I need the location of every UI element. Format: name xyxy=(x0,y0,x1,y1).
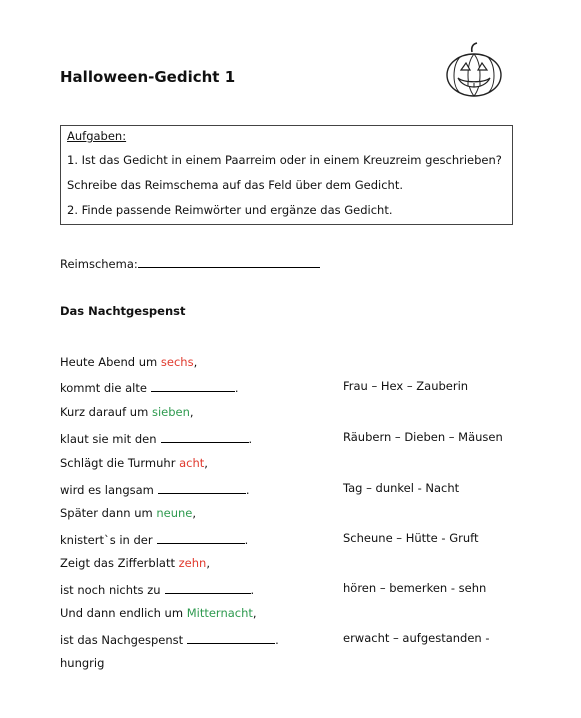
poem-line-12 xyxy=(60,631,279,647)
reimschema-label: Reimschema: xyxy=(60,257,138,271)
punctuation: , xyxy=(252,606,257,620)
poem-text: Heute Abend um xyxy=(60,355,161,369)
answer-blank[interactable] xyxy=(161,430,249,443)
poem-text: klaut sie mit den xyxy=(60,432,157,446)
poem-text: Schlägt die Turmuhr xyxy=(60,456,180,470)
jack-o-lantern-icon xyxy=(444,42,504,98)
punctuation: , xyxy=(204,456,208,470)
task-box xyxy=(60,125,513,225)
rhyme-word-red: acht xyxy=(179,456,205,470)
hint-words-3: Tag – dunkel - Nacht xyxy=(343,481,460,495)
hint-words-5: hören – bemerken - sehn xyxy=(343,581,487,595)
poem-text: Kurz darauf um xyxy=(60,405,152,419)
poem-line-1 xyxy=(60,355,197,369)
punctuation: , xyxy=(193,355,198,369)
punctuation: . xyxy=(248,432,253,446)
poem-line-5 xyxy=(60,456,208,470)
task-line-3: 2. Finde passende Reimwörter und ergänze das Gedicht. xyxy=(67,203,393,217)
poem-line-2 xyxy=(60,379,239,395)
punctuation: . xyxy=(250,583,255,597)
poem-line-4 xyxy=(60,430,252,446)
answer-blank[interactable] xyxy=(157,531,245,544)
poem-text: ist das Nachgespenst xyxy=(60,633,184,647)
hint-words-1: Frau – Hex – Zauberin xyxy=(343,379,469,393)
rhyme-word-red: zehn xyxy=(178,556,207,570)
poem-line-11 xyxy=(60,606,257,620)
poem-text: Und dann endlich um xyxy=(60,606,187,620)
poem-text: knistert`s in der xyxy=(60,533,153,547)
rhyme-word-green: sieben xyxy=(151,405,190,419)
punctuation: . xyxy=(244,533,249,547)
poem-text: Später dann um xyxy=(60,506,157,520)
punctuation: , xyxy=(189,405,194,419)
answer-blank[interactable] xyxy=(187,631,275,644)
poem-line-7 xyxy=(60,506,196,520)
punctuation: . xyxy=(245,483,250,497)
task-heading: Aufgaben: xyxy=(67,129,127,143)
punctuation: . xyxy=(234,381,239,395)
punctuation: , xyxy=(192,506,197,520)
poem-line-6 xyxy=(60,481,250,497)
answer-blank[interactable] xyxy=(165,581,251,594)
page-title: Halloween-Gedicht 1 xyxy=(60,68,236,86)
punctuation: . xyxy=(275,633,279,647)
rhyme-word-red: sechs xyxy=(160,355,194,369)
poem-line-3 xyxy=(60,405,194,419)
poem-title: Das Nachtgespenst xyxy=(60,304,186,318)
task-line-1: 1. Ist das Gedicht in einem Paarreim oder in einem Kreuzreim geschrieben? xyxy=(67,153,502,167)
hint-words-2: Räubern – Dieben – Mäusen xyxy=(343,430,503,444)
hint-words-4: Scheune – Hütte - Gruft xyxy=(343,531,479,545)
reimschema-blank[interactable] xyxy=(138,255,320,268)
poem-text: kommt die alte xyxy=(60,381,147,395)
rhyme-word-green: Mitternacht xyxy=(186,606,253,620)
poem-text: ist noch nichts zu xyxy=(60,583,161,597)
poem-text: Zeigt das Zifferblatt xyxy=(60,556,179,570)
answer-blank[interactable] xyxy=(158,481,246,494)
poem-line-10 xyxy=(60,581,254,597)
poem-line-8 xyxy=(60,531,248,547)
answer-blank[interactable] xyxy=(151,379,235,392)
poem-line-13: hungrig xyxy=(60,656,105,670)
poem-line-9 xyxy=(60,556,210,570)
task-line-2: Schreibe das Reimschema auf das Feld über dem Gedicht. xyxy=(67,178,403,192)
punctuation: , xyxy=(206,556,210,570)
reimschema-field xyxy=(60,255,320,271)
poem-text: wird es langsam xyxy=(60,483,154,497)
hint-words-6: erwacht – aufgestanden - xyxy=(343,631,490,645)
rhyme-word-green: neune xyxy=(156,506,193,520)
